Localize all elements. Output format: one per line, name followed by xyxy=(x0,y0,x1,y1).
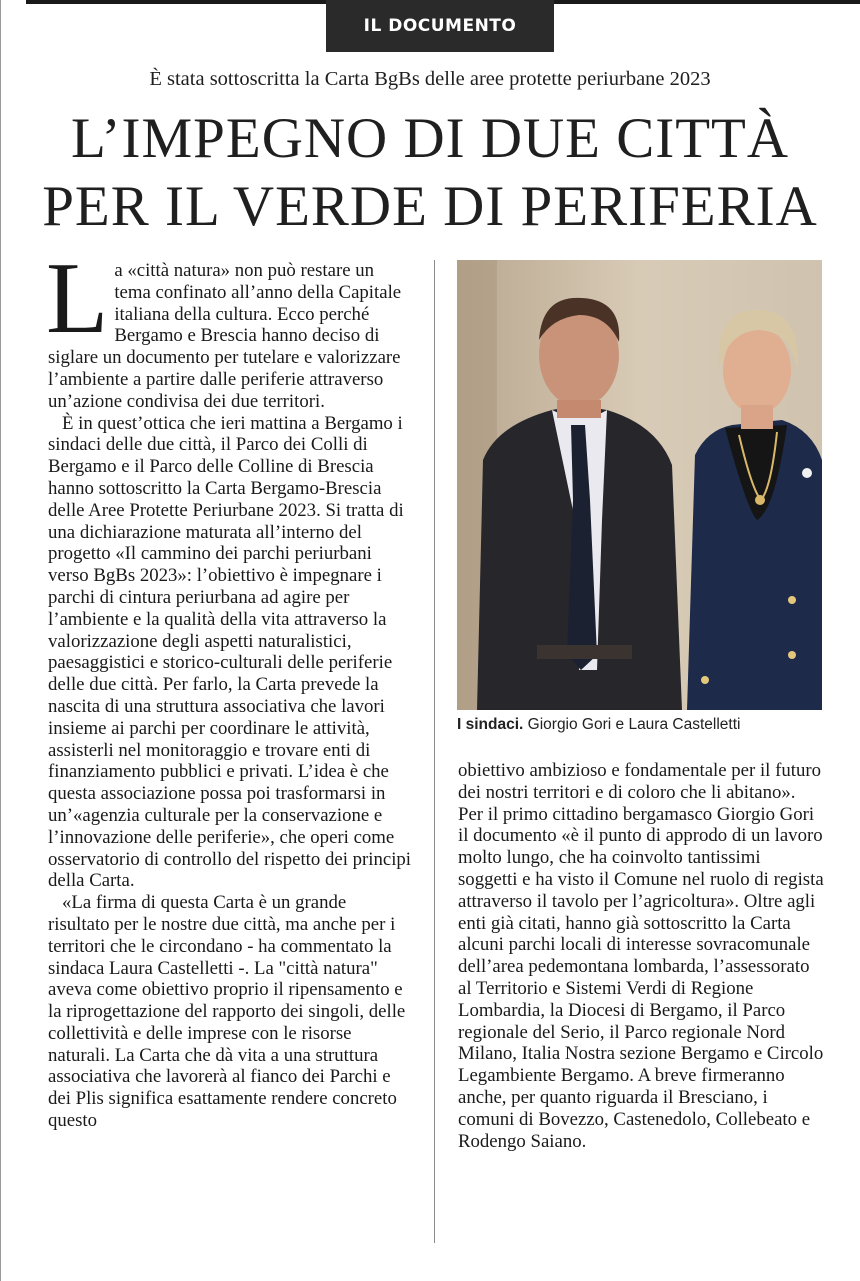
drop-cap: L xyxy=(46,242,109,355)
column-divider xyxy=(434,260,435,1243)
photo-caption xyxy=(457,716,827,734)
article-headline xyxy=(0,105,860,241)
paragraph-3: «La firma di questa Carta è un grande risultato per le nostre due città, ma anche per i territori che le circondano - ha commentato la sindaca Laura Castelletti -. La "città natura" aveva come obiettivo proprio il ripensamento e la riprogettazione del rapporto dei singoli, delle collettività e delle imprese con le risorse naturali. La Carta che dà vita a una struttura associativa che lavorerà al fianco dei Parchi e dei Plis significa esattamente rendere concreto questo xyxy=(48,892,406,1132)
headline-line-1: L’IMPEGNO DI DUE CITTÀ xyxy=(70,107,790,170)
paragraph-1 xyxy=(46,242,412,413)
caption-label: I sindaci. xyxy=(457,716,524,733)
article-column-left xyxy=(46,242,412,1132)
article-kicker: È stata sottoscritta la Carta BgBs delle aree protette periurbane 2023 xyxy=(149,68,711,90)
paragraph-1-text: a «città natura» non può restare un tema confinato all’anno della Capitale italiana della cultura. Ecco perché Bergamo e Brescia hanno deciso di siglare un documento per tutelare e valorizzare l’ambiente a partire dalle periferie attraverso un’azione condivisa dei due territori. xyxy=(48,260,402,412)
paragraph-2: È in quest’ottica che ieri mattina a Bergamo i sindaci delle due città, il Parco dei Colli di Bergamo e il Parco delle Colline di Brescia hanno sottoscritto la Carta Bergamo-Brescia delle Aree Protette Periurbane 2023. Si tratta di una dichiarazione maturata all’interno del progetto «Il cammino dei parchi periurbani verso BgBs 2023»: l’obiettivo è impegnare i parchi di cintura periurbana ad agire per l’ambiente e la qualità della vita attraverso la valorizzazione degli aspetti naturalistici, paesaggistici e storico-culturali delle periferie delle due città. Per farlo, la Carta prevede la nascita di una struttura associativa che lavori insieme ai parchi per coordinare le attività, assisterli nel monitoraggio e trovare enti di finanziamento pubblici e privati. L’idea è che questa associazione possa poi trasformarsi in un’«agenzia culturale per la conservazione e l’innovazione delle periferie», che operi come osservatorio di controllo del rispetto dei principi della Carta. xyxy=(48,412,412,892)
paragraph-3-continued: obiettivo ambizioso e fondamentale per il futuro dei nostri territori e di coloro che li abitano». Per il primo cittadino bergamasco Giorgio Gori il documento «è il punto di approdo di un lavoro molto lungo, che ha coinvolto tantissimi soggetti e ha visto il Comune nel ruolo di regista attraverso il tavolo per l’agricoltura». Oltre agli enti già citati, hanno già sottoscritto la Carta alcuni parchi locali di interesse sovracomunale dell’area pedemontana lombarda, l’assessorato al Territorio e Sistemi Verdi di Regione Lombardia, la Diocesi di Bergamo, il Parco regionale del Serio, il Parco regionale Nord Milano, Italia Nostra sezione Bergamo e Circolo Legambiente Bergamo. A breve firmeranno anche, per quanto riguarda il Bresciano, i comuni di Bovezzo, Castenedolo, Collebeato e Rodengo Saiano. xyxy=(458,760,824,1152)
mayors-photo xyxy=(457,260,822,710)
headline-line-2: PER IL VERDE DI PERIFERIA xyxy=(42,175,818,238)
section-tag: IL DOCUMENTO xyxy=(326,0,554,52)
caption-text: Giorgio Gori e Laura Castelletti xyxy=(527,716,741,733)
article-column-right xyxy=(458,760,824,1152)
